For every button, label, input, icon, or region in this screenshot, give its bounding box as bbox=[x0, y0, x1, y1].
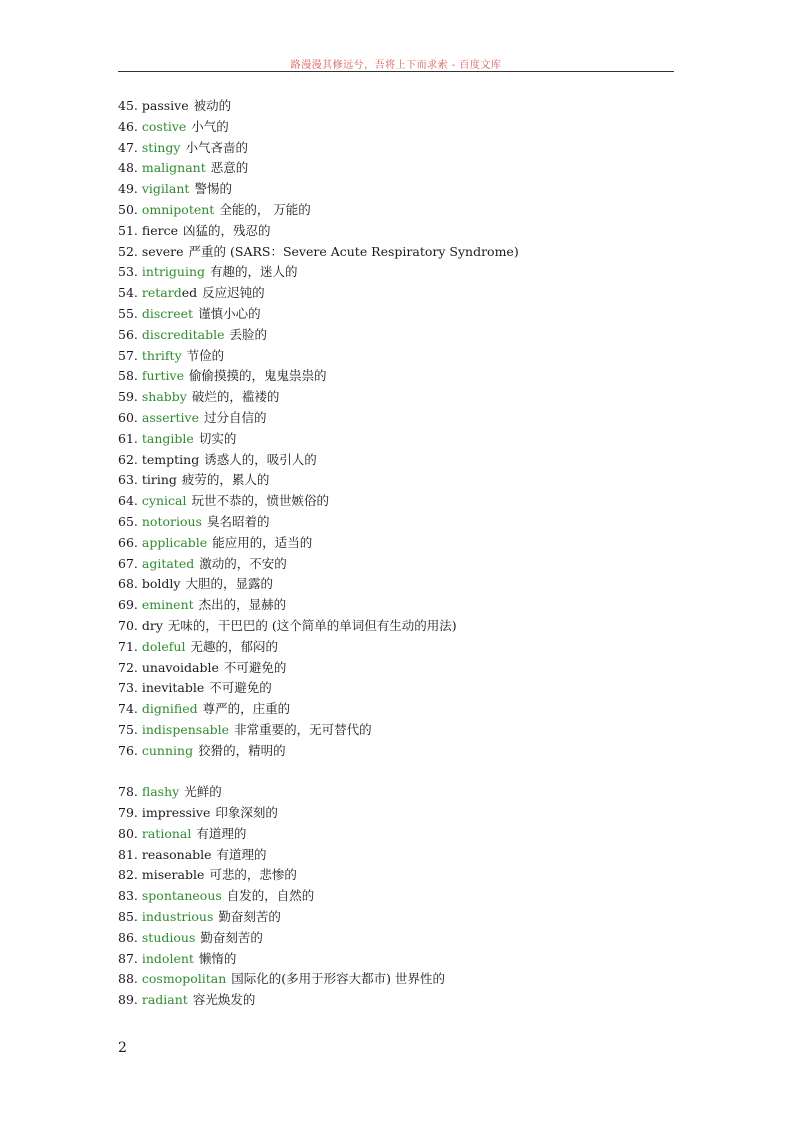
entry-word-text: industrious bbox=[141, 909, 214, 925]
vocab-entry bbox=[118, 512, 678, 533]
vocab-entry bbox=[118, 387, 678, 408]
entry-word bbox=[142, 140, 181, 155]
vocab-entry bbox=[118, 366, 678, 387]
vocab-entry bbox=[118, 158, 678, 179]
entry-number: 65. bbox=[118, 513, 138, 529]
entry-word-text: unavoidable bbox=[141, 659, 219, 675]
entry-meaning: 无味的，干巴巴的 (这个简单的单词但有生动的用法) bbox=[167, 617, 457, 633]
entry-word-text: cosmopolitan bbox=[141, 971, 227, 987]
entry-meaning: 非常重要的，无可替代的 bbox=[234, 721, 372, 737]
entry-number: 62. bbox=[118, 451, 138, 467]
entry-number: 78. bbox=[118, 784, 138, 800]
vocab-entry bbox=[118, 450, 678, 471]
entry-number: 83. bbox=[118, 888, 138, 904]
entry-meaning: 小气吝啬的 bbox=[185, 139, 248, 155]
entry-number: 56. bbox=[118, 326, 138, 342]
entry-number: 57. bbox=[118, 347, 138, 363]
entry-word-text: reasonable bbox=[141, 846, 212, 862]
entry-meaning: 玩世不恭的，愤世嫉俗的 bbox=[191, 493, 329, 509]
vocab-entry bbox=[118, 117, 678, 138]
entry-number: 52. bbox=[118, 243, 138, 259]
entry-word bbox=[142, 223, 178, 238]
entry-meaning: 谨慎小心的 bbox=[198, 305, 261, 321]
entry-word bbox=[142, 119, 186, 134]
entry-word bbox=[142, 784, 179, 799]
entry-number: 58. bbox=[118, 368, 138, 384]
vocab-entry bbox=[118, 595, 678, 616]
entry-word-text: cynical bbox=[141, 493, 187, 509]
entry-word-text: omnipotent bbox=[141, 201, 215, 217]
entry-word bbox=[142, 618, 163, 633]
entry-word-text: vigilant bbox=[141, 181, 190, 197]
vocab-entry bbox=[118, 969, 678, 990]
entry-number: 48. bbox=[118, 160, 138, 176]
entry-word-text: dignified bbox=[141, 701, 198, 717]
entry-word bbox=[142, 535, 207, 550]
entry-word bbox=[142, 472, 177, 487]
entry-meaning: 印象深刻的 bbox=[215, 805, 278, 821]
vocab-entry bbox=[118, 262, 678, 283]
entry-word-text: notorious bbox=[141, 513, 202, 529]
entry-number: 50. bbox=[118, 201, 138, 217]
entry-number: 80. bbox=[118, 825, 138, 841]
entry-word-text: assertive bbox=[141, 409, 200, 425]
vocab-entry bbox=[118, 658, 678, 679]
vocab-entry bbox=[118, 221, 678, 242]
entry-meaning: 警惕的 bbox=[194, 181, 232, 197]
entry-word-text: intriguing bbox=[141, 264, 206, 280]
entry-number: 86. bbox=[118, 929, 138, 945]
vocab-entry bbox=[118, 907, 678, 928]
vocab-entry bbox=[118, 200, 678, 221]
entry-word-text: impressive bbox=[141, 805, 211, 821]
entry-meaning: 容光焕发的 bbox=[192, 992, 256, 1008]
entry-number: 88. bbox=[118, 971, 138, 987]
entry-number: 85. bbox=[118, 909, 138, 925]
entry-number: 68. bbox=[118, 576, 138, 592]
entry-meaning: 臭名昭着的 bbox=[206, 513, 270, 529]
entry-meaning: 有道理的 bbox=[216, 846, 267, 862]
entry-word-text: stingy bbox=[141, 139, 181, 155]
entry-number: 59. bbox=[118, 389, 138, 405]
entry-word bbox=[142, 244, 184, 259]
entry-number: 66. bbox=[118, 534, 138, 550]
vocab-entry bbox=[118, 803, 678, 824]
vocab-entry bbox=[118, 741, 678, 762]
entry-word-text: discreet bbox=[141, 305, 194, 321]
entry-word-text: tangible bbox=[141, 430, 194, 446]
entry-meaning: 尊严的，庄重的 bbox=[202, 701, 291, 717]
entry-meaning: 疲劳的，累人的 bbox=[181, 472, 270, 488]
vocab-entry bbox=[118, 637, 678, 658]
entry-word bbox=[142, 514, 202, 529]
vocab-entry bbox=[118, 782, 678, 803]
entry-meaning: 能应用的，适当的 bbox=[212, 534, 313, 550]
vocab-entry bbox=[118, 138, 678, 159]
vocab-entry bbox=[118, 865, 678, 886]
entry-number: 60. bbox=[118, 409, 138, 425]
entry-word-text: dry bbox=[141, 617, 163, 633]
entry-meaning: 国际化的(多用于形容大都市) 世界性的 bbox=[231, 971, 445, 987]
entry-word-text: inevitable bbox=[141, 680, 205, 696]
entry-word-text: doleful bbox=[141, 638, 186, 654]
entry-word bbox=[142, 971, 226, 986]
vocab-entry bbox=[118, 429, 678, 450]
entry-meaning: 大胆的，显露的 bbox=[185, 576, 273, 592]
entry-meaning: 丢脸的 bbox=[229, 326, 268, 342]
vocab-entry bbox=[118, 283, 678, 304]
entry-number: 47. bbox=[118, 139, 138, 155]
entry-word-text: retard bbox=[141, 285, 182, 301]
entry-number: 76. bbox=[118, 742, 138, 758]
entry-meaning: 无趣的，郁闷的 bbox=[190, 638, 278, 654]
entry-meaning: 节俭的 bbox=[186, 347, 225, 363]
entry-word bbox=[142, 743, 193, 758]
entry-meaning: 勤奋刻苦的 bbox=[218, 909, 281, 925]
entry-number: 46. bbox=[118, 118, 138, 134]
entry-word bbox=[142, 639, 186, 654]
entry-meaning: 光鲜的 bbox=[184, 784, 222, 800]
entry-word-text: passive bbox=[141, 98, 189, 113]
entry-meaning: 凶猛的，残忍的 bbox=[182, 222, 271, 238]
entry-number: 55. bbox=[118, 305, 138, 321]
vocab-entry bbox=[118, 325, 678, 346]
entry-word bbox=[142, 98, 189, 113]
entry-number: 51. bbox=[118, 222, 138, 238]
entry-word-text: spontaneous bbox=[141, 888, 222, 904]
entry-word bbox=[142, 597, 194, 612]
vocab-entry bbox=[118, 491, 678, 512]
entry-meaning: 狡猾的，精明的 bbox=[198, 742, 286, 758]
entry-meaning: 自发的，自然的 bbox=[226, 888, 315, 904]
entry-meaning: 切实的 bbox=[198, 430, 237, 446]
entry-word-text: malignant bbox=[141, 160, 206, 176]
entry-number: 67. bbox=[118, 555, 138, 571]
entry-number: 81. bbox=[118, 846, 138, 862]
entry-number: 74. bbox=[118, 701, 138, 717]
entry-word-text: eminent bbox=[141, 597, 194, 613]
vocab-entry bbox=[118, 678, 678, 699]
entry-word bbox=[142, 722, 229, 737]
entry-word-text: shabby bbox=[141, 389, 187, 405]
vocabulary-list bbox=[118, 96, 678, 1011]
entry-word-text: indispensable bbox=[141, 721, 230, 737]
vocab-entry bbox=[118, 574, 678, 595]
entry-number: 79. bbox=[118, 805, 138, 821]
entry-word-suffix: ed bbox=[181, 285, 198, 301]
page-number: 2 bbox=[118, 1040, 127, 1056]
entry-word bbox=[142, 389, 187, 404]
entry-word bbox=[142, 805, 211, 820]
entry-meaning: 诱惑人的，吸引人的 bbox=[204, 451, 317, 467]
entry-word-text: fierce bbox=[141, 222, 178, 238]
entry-word-text: studious bbox=[141, 929, 196, 945]
entry-meaning: 反应迟钝的 bbox=[202, 285, 265, 301]
vocab-entry bbox=[118, 346, 678, 367]
entry-word bbox=[142, 202, 214, 217]
entry-word bbox=[142, 556, 194, 571]
entry-word bbox=[142, 888, 222, 903]
entry-number: 82. bbox=[118, 867, 138, 883]
entry-number: 73. bbox=[118, 680, 138, 696]
entry-meaning: 激动的，不安的 bbox=[199, 555, 287, 571]
vocab-entry bbox=[118, 470, 678, 491]
vocab-entry bbox=[118, 845, 678, 866]
entry-word bbox=[142, 701, 198, 716]
vocab-entry bbox=[118, 179, 678, 200]
entry-word bbox=[142, 327, 225, 342]
entry-word-text: agitated bbox=[141, 555, 195, 571]
vocab-entry bbox=[118, 824, 678, 845]
entry-word-text: radiant bbox=[141, 992, 188, 1008]
entry-number: 72. bbox=[118, 659, 138, 675]
entry-word-text: discreditable bbox=[141, 326, 225, 342]
entry-number: 53. bbox=[118, 264, 138, 280]
entry-number: 89. bbox=[118, 992, 138, 1008]
entry-word bbox=[142, 410, 199, 425]
entry-word-text: tiring bbox=[141, 472, 177, 488]
entry-word bbox=[142, 285, 197, 300]
entry-number: 63. bbox=[118, 472, 138, 488]
entry-meaning: 全能的， 万能的 bbox=[219, 201, 311, 217]
entry-number: 64. bbox=[118, 493, 138, 509]
entry-word bbox=[142, 306, 193, 321]
header-divider bbox=[118, 71, 674, 72]
vocab-entry bbox=[118, 616, 678, 637]
entry-meaning: 有趣的，迷人的 bbox=[210, 264, 298, 280]
entry-word bbox=[142, 264, 205, 279]
entry-number: 75. bbox=[118, 721, 138, 737]
entry-word-text: rational bbox=[141, 825, 192, 841]
vocab-entry bbox=[118, 949, 678, 970]
entry-word bbox=[142, 992, 188, 1007]
vocab-entry bbox=[118, 720, 678, 741]
vocab-entry bbox=[118, 96, 678, 117]
entry-word bbox=[142, 160, 206, 175]
entry-word-text: severe bbox=[141, 243, 184, 259]
entry-number: 69. bbox=[118, 597, 138, 613]
entry-word bbox=[142, 493, 187, 508]
entry-meaning: 过分自信的 bbox=[204, 409, 267, 425]
vocab-entry bbox=[118, 886, 678, 907]
entry-word bbox=[142, 431, 194, 446]
vocab-entry bbox=[118, 990, 678, 1011]
entry-word-text: applicable bbox=[141, 534, 208, 550]
entry-meaning: 不可避免的 bbox=[209, 680, 272, 696]
entry-word bbox=[142, 826, 191, 841]
entry-word-text: tempting bbox=[141, 451, 200, 467]
vocab-entry bbox=[118, 699, 678, 720]
entry-meaning: 有道理的 bbox=[196, 825, 247, 841]
entry-word-text: furtive bbox=[141, 368, 185, 384]
vocab-entry bbox=[118, 242, 678, 263]
entry-word bbox=[142, 181, 190, 196]
vocab-entry bbox=[118, 304, 678, 325]
entry-word bbox=[142, 576, 181, 591]
vocab-entry bbox=[118, 533, 678, 554]
entry-meaning: 可悲的，悲惨的 bbox=[209, 867, 297, 883]
entry-meaning: 恶意的 bbox=[210, 160, 249, 176]
entry-word bbox=[142, 847, 212, 862]
entry-number: 49. bbox=[118, 181, 138, 197]
entry-meaning: 偷偷摸摸的，鬼鬼祟祟的 bbox=[189, 368, 327, 384]
entry-word-text: indolent bbox=[141, 950, 194, 966]
entry-word-text: costive bbox=[141, 118, 187, 134]
entry-word-text: flashy bbox=[141, 784, 180, 800]
entry-number: 71. bbox=[118, 638, 138, 654]
entry-word bbox=[142, 951, 194, 966]
entry-word bbox=[142, 680, 204, 695]
entry-meaning: 小气的 bbox=[191, 118, 229, 134]
entry-word-text: boldly bbox=[141, 576, 181, 592]
entry-word-text: thrifty bbox=[141, 347, 182, 363]
entry-number: 61. bbox=[118, 430, 138, 446]
entry-word-text: cunning bbox=[141, 742, 194, 758]
entry-word bbox=[142, 348, 182, 363]
entry-meaning: 破烂的，褴褛的 bbox=[191, 389, 280, 405]
entry-word bbox=[142, 909, 214, 924]
entry-number: 45. bbox=[118, 98, 138, 113]
entry-word bbox=[142, 368, 184, 383]
entry-meaning: 被动的 bbox=[193, 98, 232, 113]
vocab-entry bbox=[118, 554, 678, 575]
entry-meaning: 不可避免的 bbox=[223, 659, 287, 675]
entry-number: 54. bbox=[118, 285, 138, 301]
entry-word bbox=[142, 930, 195, 945]
entry-word bbox=[142, 660, 219, 675]
vocab-entry bbox=[118, 928, 678, 949]
page-header: 路漫漫其修远兮，吾将上下而求索 - 百度文库 bbox=[290, 60, 502, 71]
entry-meaning: 杰出的，显赫的 bbox=[198, 597, 287, 613]
entry-word bbox=[142, 452, 199, 467]
entry-word-text: miserable bbox=[141, 867, 205, 883]
vocab-entry bbox=[118, 408, 678, 429]
entry-word bbox=[142, 867, 205, 882]
entry-number: 70. bbox=[118, 617, 138, 633]
entry-meaning: 严重的 (SARS：Severe Acute Respiratory Syndrome) bbox=[188, 243, 519, 259]
entry-meaning: 勤奋刻苦的 bbox=[200, 929, 263, 945]
entry-meaning: 懒惰的 bbox=[198, 950, 237, 966]
entry-number: 87. bbox=[118, 950, 138, 966]
